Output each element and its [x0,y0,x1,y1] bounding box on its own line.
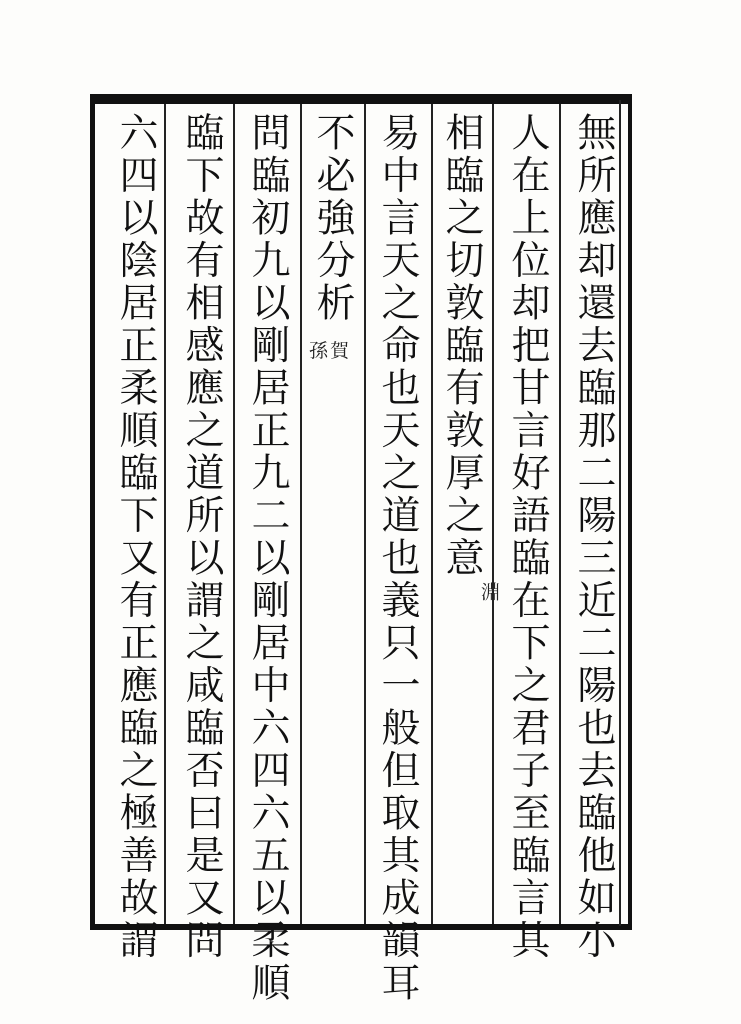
frame-right-border [628,94,632,930]
annotation-note-yuan: 淵 [478,582,500,603]
text-column-2: 人在上位却把甘言好語臨在下之君子至臨言其 [505,112,550,962]
annotation-note-sunhe: 孫賀 [309,340,352,362]
text-column-3: 相臨之切敦臨有敦厚之意 [439,112,484,580]
text-column-4: 易中言天之命也天之道也義只一般但取其成韻耳 [375,112,420,1005]
text-column-8: 六四以陰居正柔順臨下又有正應臨之極善故謂 [113,112,158,962]
text-column-6: 問臨初九以剛居正九二以剛居中六四六五以柔順 [245,112,290,1005]
frame-left-border [90,94,95,930]
frame-top-border [93,94,631,104]
text-column-1: 無所應却還去臨那二陽三近二陽也去臨他如小 [571,112,616,962]
text-column-7: 臨下故有相感應之道所以謂之咸臨否曰是又問 [179,112,224,962]
text-column-5: 不必強分析 [310,112,355,325]
